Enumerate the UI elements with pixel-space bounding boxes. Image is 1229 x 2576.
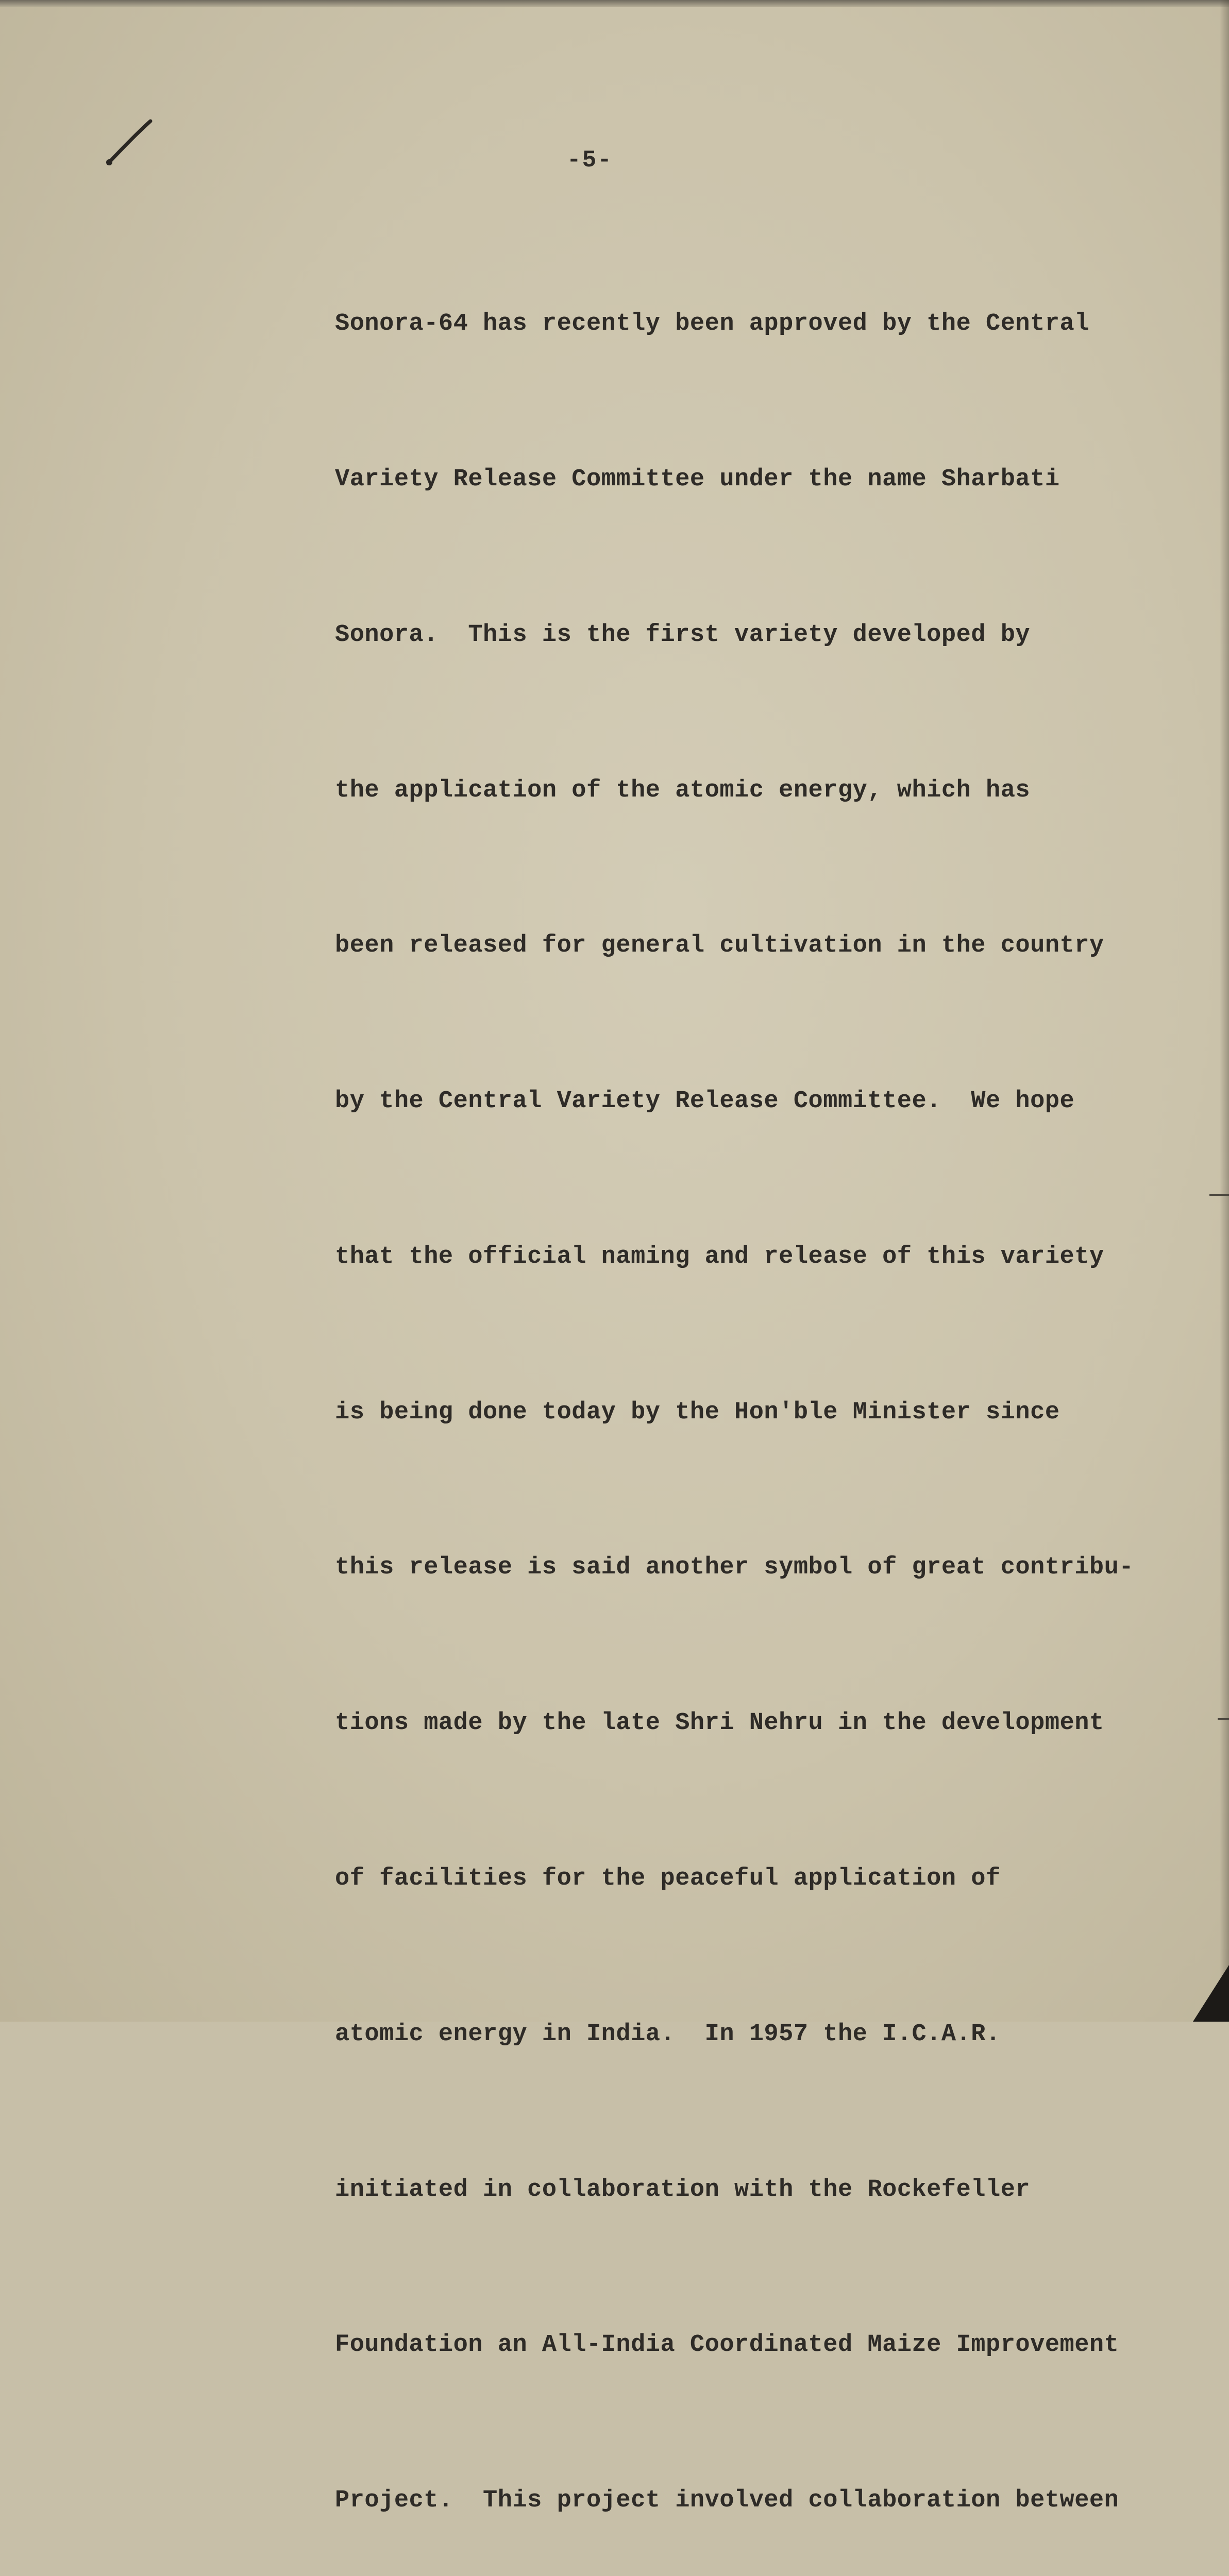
body-text [335,195,1185,2576]
page-number: -5- [567,147,613,174]
pencil-mark-icon [103,116,160,167]
paper-top-edge [0,0,1229,7]
text-line: tions made by the late Shri Nehru in the development [335,1709,1104,1737]
text-line: is being done today by the Hon'ble Minister since [335,1398,1060,1426]
margin-mark [1209,1194,1229,1196]
text-line: atomic energy in India. In 1957 the I.C.A.R. [335,2020,1001,2048]
text-line: Foundation an All-India Coordinated Maize Improvement [335,2331,1119,2359]
margin-mark [1218,1718,1229,1720]
text-line: the application of the atomic energy, which has [335,776,1031,804]
text-line: been released for general cultivation in the country [335,932,1104,960]
text-line: Sonora-64 has recently been approved by the Central [335,310,1089,338]
text-line: by the Central Variety Release Committee. We hope [335,1088,1075,1115]
text-line: Project. This project involved collaboration between [335,2487,1119,2515]
torn-corner [1193,1965,1229,2022]
text-line: Sonora. This is the first variety developed by [335,621,1031,649]
text-line: initiated in collaboration with the Rockefeller [335,2176,1031,2204]
text-line: that the official naming and release of this variety [335,1243,1104,1270]
text-line: Variety Release Committee under the name Sharbati [335,465,1060,493]
text-line: of facilities for the peaceful application of [335,1865,1001,1892]
text-line: this release is said another symbol of great contribu- [335,1554,1134,1582]
